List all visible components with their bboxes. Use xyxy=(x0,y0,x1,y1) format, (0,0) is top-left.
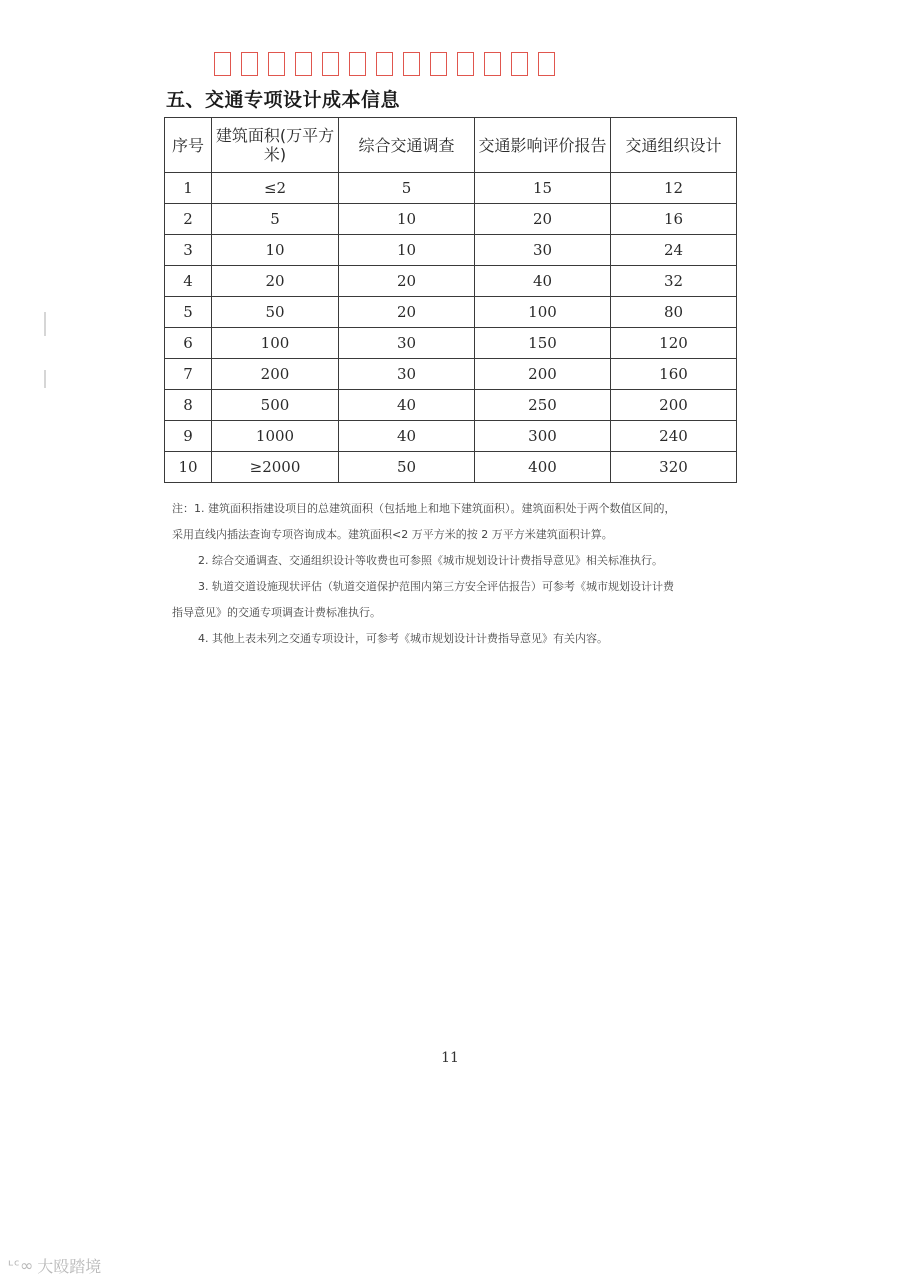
cell-organization-design: 24 xyxy=(611,235,737,266)
stamp-box xyxy=(214,52,231,76)
stamp-box xyxy=(403,52,420,76)
stamp-box xyxy=(349,52,366,76)
cell-organization-design: 200 xyxy=(611,390,737,421)
cell-organization-design: 12 xyxy=(611,173,737,204)
cell-impact-report: 250 xyxy=(475,390,611,421)
cell-traffic-survey: 10 xyxy=(339,204,475,235)
cell-impact-report: 300 xyxy=(475,421,611,452)
cell-area: 100 xyxy=(212,328,339,359)
stamp-box xyxy=(322,52,339,76)
cell-traffic-survey: 5 xyxy=(339,173,475,204)
stamp-box xyxy=(376,52,393,76)
stamp-box-row xyxy=(214,52,555,80)
cell-area: 500 xyxy=(212,390,339,421)
cost-table xyxy=(164,117,737,483)
cell-traffic-survey: 30 xyxy=(339,359,475,390)
table-row xyxy=(165,328,737,359)
stamp-box xyxy=(268,52,285,76)
note-line: 4. 其他上表未列之交通专项设计，可参考《城市规划设计计费指导意见》有关内容。 xyxy=(198,632,608,645)
cell-area: 1000 xyxy=(212,421,339,452)
cell-index: 3 xyxy=(165,235,212,266)
cell-area: 50 xyxy=(212,297,339,328)
header-cell-index: 序号 xyxy=(165,118,212,173)
cell-area: 200 xyxy=(212,359,339,390)
note-line: 2. 综合交通调查、交通组织设计等收费也可参照《城市规划设计计费指导意见》相关标准执行。 xyxy=(198,554,663,567)
stamp-box xyxy=(457,52,474,76)
stamp-box xyxy=(484,52,501,76)
stamp-box xyxy=(430,52,447,76)
section-title: 五、交通专项设计成本信息 xyxy=(166,89,401,111)
cell-area: 10 xyxy=(212,235,339,266)
cell-index: 6 xyxy=(165,328,212,359)
cell-index: 10 xyxy=(165,452,212,483)
cell-area: 5 xyxy=(212,204,339,235)
cell-area: 20 xyxy=(212,266,339,297)
table-row xyxy=(165,421,737,452)
page-number: 11 xyxy=(441,1050,459,1066)
cell-impact-report: 15 xyxy=(475,173,611,204)
cell-area: ≥2000 xyxy=(212,452,339,483)
cell-organization-design: 160 xyxy=(611,359,737,390)
scan-margin-mark-bottom xyxy=(44,370,46,388)
cell-impact-report: 200 xyxy=(475,359,611,390)
stamp-box xyxy=(241,52,258,76)
note-line: 注：1. 建筑面积指建设项目的总建筑面积（包括地上和地下建筑面积）。建筑面积处于两个数值区间的， xyxy=(172,502,676,515)
header-cell-area: 建筑面积(万平方米) xyxy=(212,118,339,173)
cell-organization-design: 32 xyxy=(611,266,737,297)
cell-index: 2 xyxy=(165,204,212,235)
cell-traffic-survey: 30 xyxy=(339,328,475,359)
cell-traffic-survey: 20 xyxy=(339,297,475,328)
table-row xyxy=(165,204,737,235)
scan-margin-mark-top xyxy=(44,312,46,336)
watermark xyxy=(8,1254,101,1277)
cell-traffic-survey: 40 xyxy=(339,421,475,452)
cell-index: 9 xyxy=(165,421,212,452)
table-row xyxy=(165,297,737,328)
header-cell-impact-report: 交通影响评价报告 xyxy=(475,118,611,173)
table-row xyxy=(165,266,737,297)
note-line: 采用直线内插法查询专项咨询成本。建筑面积<2 万平方米的按 2 万平方米建筑面积计算。 xyxy=(172,528,613,541)
table-header-row xyxy=(165,118,737,173)
cell-index: 7 xyxy=(165,359,212,390)
cell-impact-report: 20 xyxy=(475,204,611,235)
cell-impact-report: 100 xyxy=(475,297,611,328)
cell-area: ≤2 xyxy=(212,173,339,204)
cell-organization-design: 240 xyxy=(611,421,737,452)
cell-index: 4 xyxy=(165,266,212,297)
cell-organization-design: 16 xyxy=(611,204,737,235)
cell-index: 1 xyxy=(165,173,212,204)
stamp-box xyxy=(511,52,528,76)
watermark-text: 大殴踏境 xyxy=(37,1257,102,1276)
cell-organization-design: 120 xyxy=(611,328,737,359)
note-line: 指导意见》的交通专项调查计费标准执行。 xyxy=(172,606,381,619)
stamp-box xyxy=(295,52,312,76)
stamp-box xyxy=(538,52,555,76)
cell-impact-report: 400 xyxy=(475,452,611,483)
cell-index: 8 xyxy=(165,390,212,421)
cell-traffic-survey: 40 xyxy=(339,390,475,421)
watermark-logo-icon: ᶫᶜ∞ xyxy=(8,1256,34,1275)
table-row xyxy=(165,235,737,266)
cell-traffic-survey: 20 xyxy=(339,266,475,297)
table-row xyxy=(165,452,737,483)
cell-traffic-survey: 10 xyxy=(339,235,475,266)
cell-organization-design: 80 xyxy=(611,297,737,328)
cell-organization-design: 320 xyxy=(611,452,737,483)
header-cell-organization-design: 交通组织设计 xyxy=(611,118,737,173)
cell-impact-report: 30 xyxy=(475,235,611,266)
header-cell-traffic-survey: 综合交通调查 xyxy=(339,118,475,173)
cell-impact-report: 40 xyxy=(475,266,611,297)
table-row xyxy=(165,173,737,204)
table-row xyxy=(165,390,737,421)
table-row xyxy=(165,359,737,390)
cell-traffic-survey: 50 xyxy=(339,452,475,483)
cell-impact-report: 150 xyxy=(475,328,611,359)
note-line: 3. 轨道交道设施现状评估（轨道交道保护范围内第三方安全评估报告）可参考《城市规划设计计费 xyxy=(198,580,674,593)
cell-index: 5 xyxy=(165,297,212,328)
notes-section xyxy=(172,496,752,652)
